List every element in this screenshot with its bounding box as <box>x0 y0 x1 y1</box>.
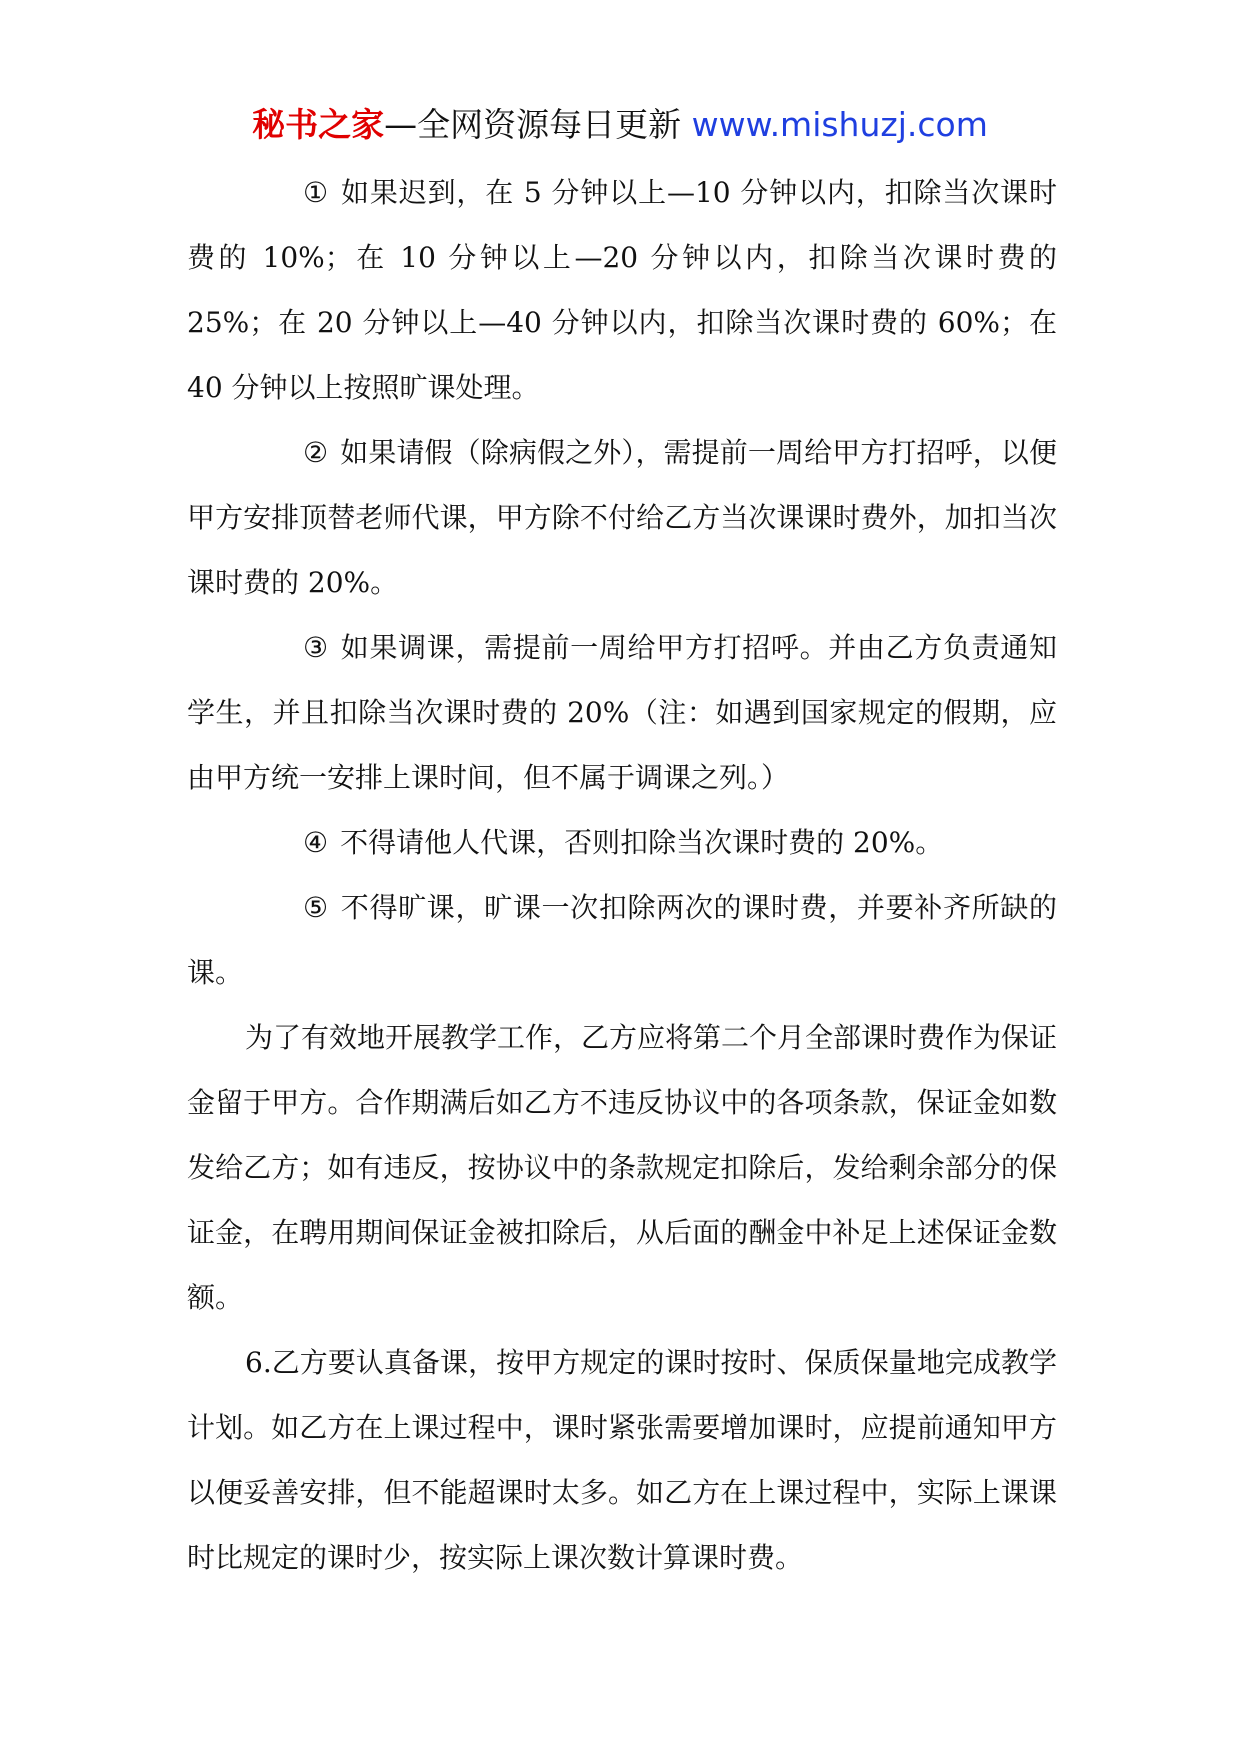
clause-marker: ③ <box>303 631 329 664</box>
clause-text: 如果调课，需提前一周给甲方打招呼。并由乙方负责通知学生，并且扣除当次课时费的 20%（注：如遇到国家规定的假期，应由甲方统一安排上课时间，但不属于调课之列。） <box>187 631 1057 794</box>
paragraph-text: 6.乙方要认真备课，按甲方规定的课时按时、保质保量地完成教学计划。如乙方在上课过程中，课时紧张需要增加课时，应提前通知甲方以便妥善安排，但不能超课时太多。如乙方在上课过程中，实际上课课时比规定的课时少，按实际上课次数计算课时费。 <box>187 1346 1057 1574</box>
document-body <box>187 160 1057 1590</box>
clause-text: 如果迟到，在 5 分钟以上—10 分钟以内，扣除当次课时费的 10%；在 10 分钟以上—20 分钟以内，扣除当次课时费的 25%；在 20 分钟以上—40 分钟以内，扣除当次课时费的 60%；在 40 分钟以上按照旷课处理。 <box>187 176 1057 404</box>
clause-text: 不得旷课，旷课一次扣除两次的课时费，并要补齐所缺的课。 <box>187 891 1057 989</box>
page-header <box>0 100 1240 150</box>
clause-5 <box>187 875 1057 1005</box>
clause-2 <box>187 420 1057 615</box>
clause-marker: ⑤ <box>303 891 329 924</box>
clause-4 <box>187 810 1057 875</box>
clause-3 <box>187 615 1057 810</box>
clause-text: 如果请假（除病假之外），需提前一周给甲方打招呼，以便甲方安排顶替老师代课，甲方除不付给乙方当次课课时费外，加扣当次课时费的 20%。 <box>187 436 1057 599</box>
brand-url-link[interactable]: www.mishuzj.com <box>691 105 988 144</box>
clause-marker: ① <box>303 176 329 209</box>
clause-text: 不得请他人代课，否则扣除当次课时费的 20%。 <box>340 826 944 859</box>
article-6-paragraph <box>187 1330 1057 1590</box>
clause-marker: ④ <box>303 826 329 859</box>
deposit-paragraph <box>187 1005 1057 1330</box>
brand-name: 秘书之家 <box>252 105 385 144</box>
paragraph-text: 为了有效地开展教学工作，乙方应将第二个月全部课时费作为保证金留于甲方。合作期满后如乙方不违反协议中的各项条款，保证金如数发给乙方；如有违反，按协议中的条款规定扣除后，发给剩余部分的保证金，在聘用期间保证金被扣除后，从后面的酬金中补足上述保证金数额。 <box>187 1021 1058 1314</box>
brand-tagline: —全网资源每日更新 <box>384 105 682 144</box>
clause-marker: ② <box>303 436 329 469</box>
clause-1 <box>187 160 1057 420</box>
